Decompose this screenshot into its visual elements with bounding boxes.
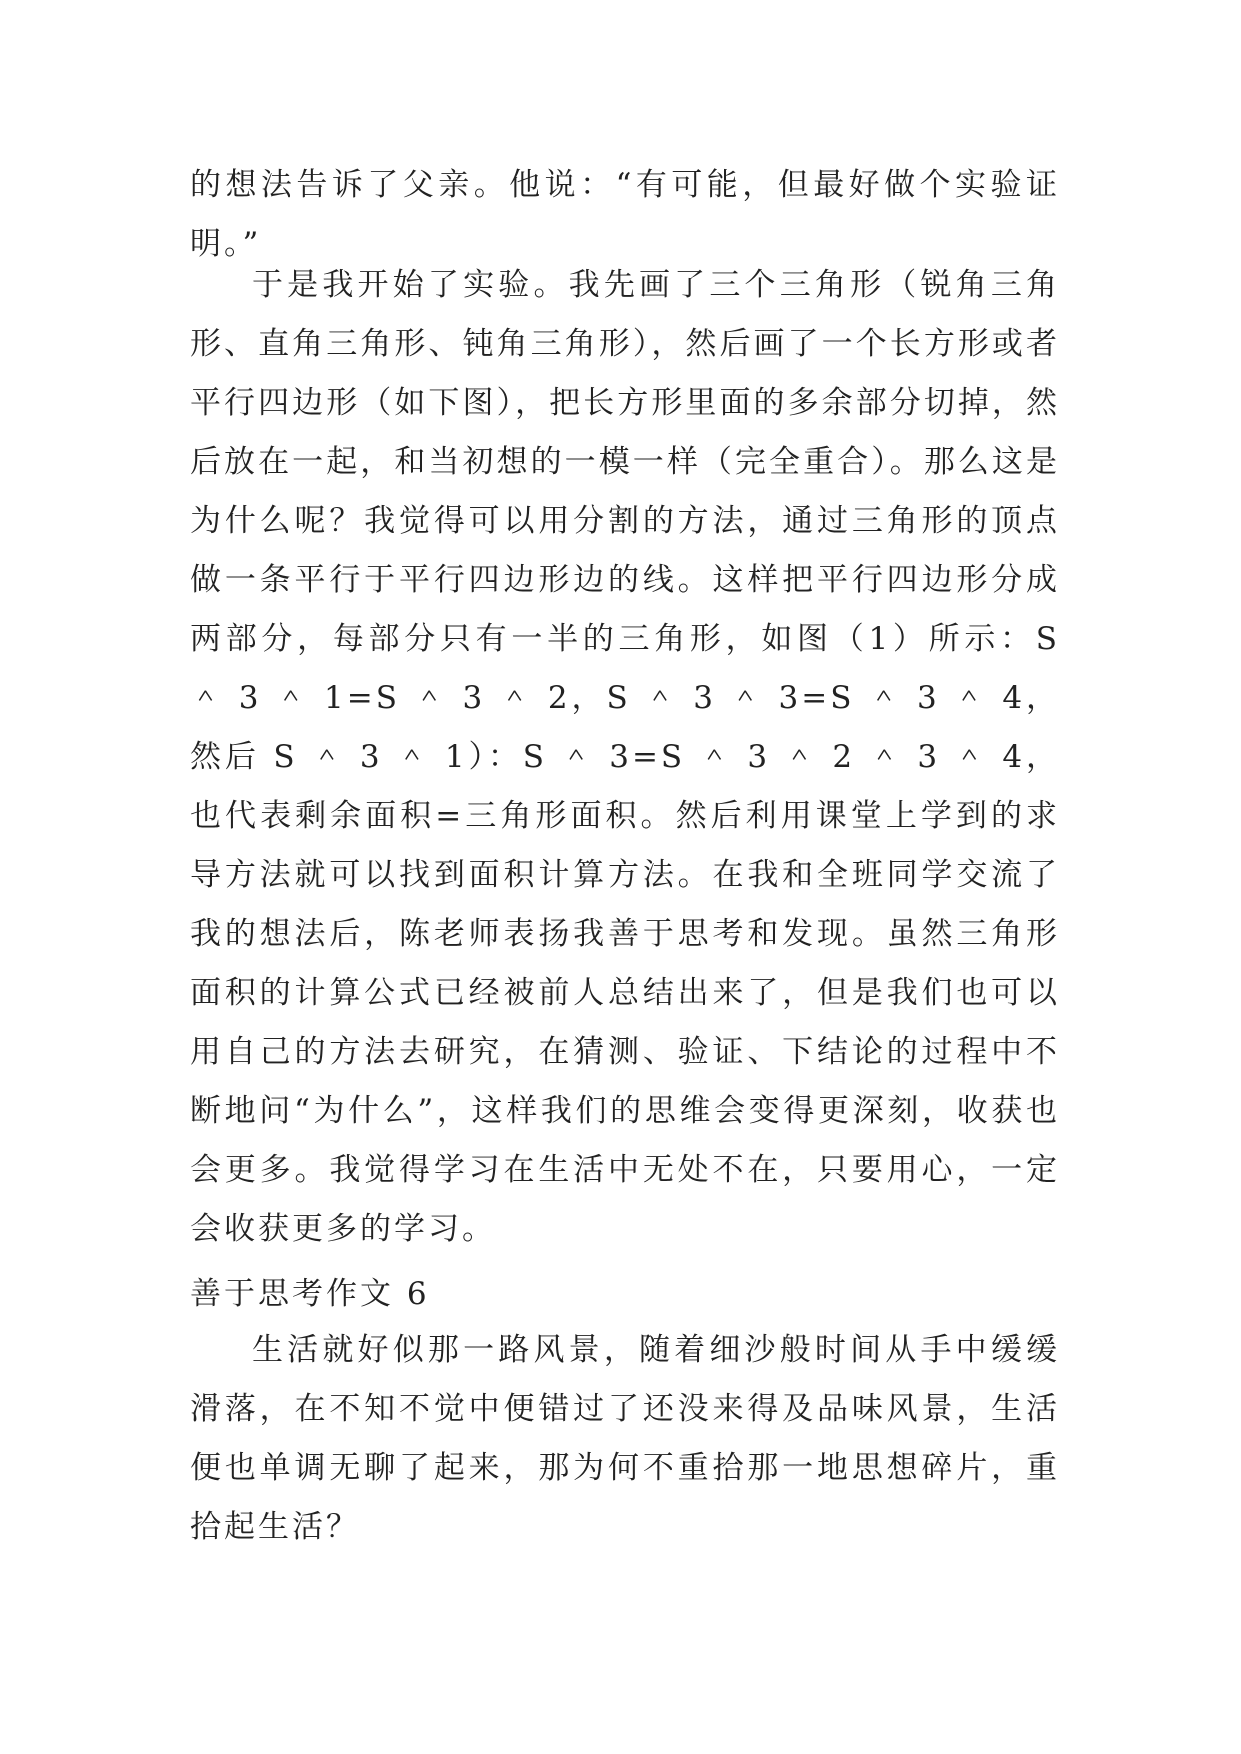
section-heading: 善于思考作文 6 [190,1276,430,1312]
paragraph-text: 于是我开始了实验。我先画了三个三角形（锐角三角形、直角三角形、钝角三角形），然后画了一个长方形或者平行四边形（如下图），把长方形里面的多余部分切掉，然后放在一起，和当初想的一模一样（完全重合）。那么这是为什么呢？我觉得可以用分割的方法，通过三角形的顶点做一条平行于平行四边形边的线。这样把平行四边形分成两部分，每部分只有一半的三角形，如图（1）所示：S ＾ 3 ＾ 1=S ＾ 3 ＾ 2，S ＾ 3 ＾ 3=S ＾ 3 ＾ 4，然后 S ＾ 3 ＾ 1）：S ＾ 3=S ＾ 3 ＾ 2 ＾ 3 ＾ 4，也代表剩余面积=三角形面积。然后利用课堂上学到的求导方法就可以找到面积计算方法。在我和全班同学交流了我的想法后，陈老师表扬我善于思考和发现。虽然三角形面积的计算公式已经被前人总结出来了，但是我们也可以用自己的方法去研究，在猜测、验证、下结论的过程中不断地问“为什么”，这样我们的思维会变得更深刻，收获也会更多。我觉得学习在生活中无处不在，只要用心，一定会收获更多的学习。 [190,267,1060,1247]
paragraph-experiment [190,256,1060,1259]
paragraph-text: 生活就好似那一路风景，随着细沙般时间从手中缓缓滑落，在不知不觉中便错过了还没来得及品味风景，生活便也单调无聊了起来，那为何不重拾那一地思想碎片，重拾起生活？ [190,1332,1060,1545]
paragraph-section-intro [190,1321,1060,1557]
paragraph-text: 的想法告诉了父亲。他说：“有可能，但最好做个实验证明。” [190,167,1060,262]
